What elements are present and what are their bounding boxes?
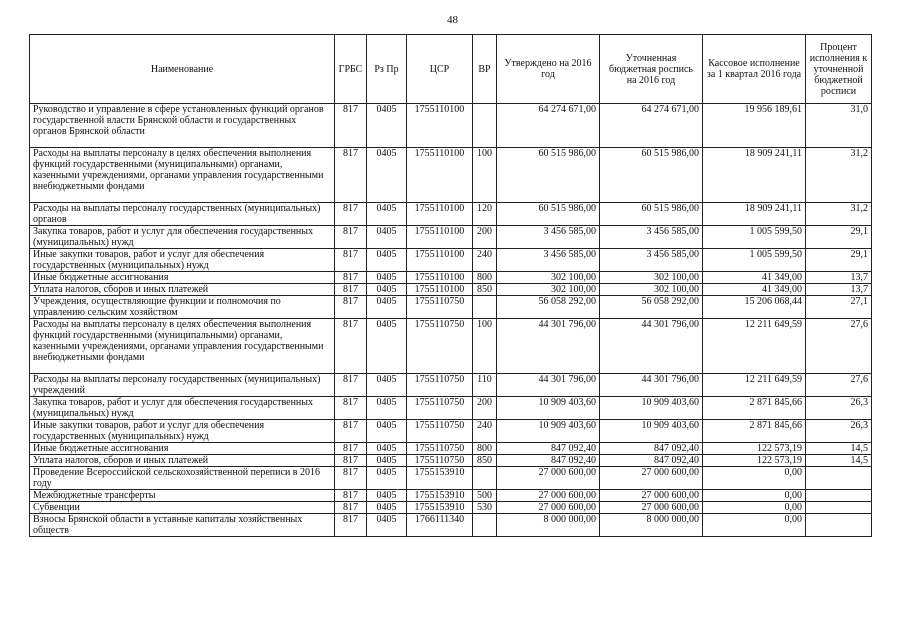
cell-cash: 41 349,00 [703,272,806,284]
cell-grbs: 817 [335,148,367,203]
cell-name: Взносы Брянской области в уставные капиталы хозяйственных обществ [30,514,335,537]
cell-grbs: 817 [335,296,367,319]
cell-name: Расходы на выплаты персоналу государственных (муниципальных) учреждений [30,374,335,397]
cell-cash: 1 005 599,50 [703,226,806,249]
cell-cash: 2 871 845,66 [703,420,806,443]
cell-name: Уплата налогов, сборов и иных платежей [30,455,335,467]
table-row [30,502,872,514]
cell-rzpr: 0405 [367,455,407,467]
cell-approved: 3 456 585,00 [497,249,600,272]
cell-rzpr: 0405 [367,420,407,443]
table-row [30,104,872,148]
cell-refined: 27 000 600,00 [600,490,703,502]
cell-percent: 27,6 [806,374,872,397]
cell-grbs: 817 [335,397,367,420]
header-cash: Кассовое исполнение за 1 квартал 2016 года [703,35,806,104]
header-rzpr: Рз Пр [367,35,407,104]
header-csr: ЦСР [407,35,473,104]
cell-approved: 64 274 671,00 [497,104,600,148]
cell-approved: 27 000 600,00 [497,490,600,502]
cell-percent: 31,0 [806,104,872,148]
table-body [30,104,872,537]
cell-rzpr: 0405 [367,226,407,249]
cell-cash: 2 871 845,66 [703,397,806,420]
cell-refined: 27 000 600,00 [600,502,703,514]
cell-cash: 18 909 241,11 [703,203,806,226]
cell-vr: 100 [473,148,497,203]
cell-cash: 122 573,19 [703,455,806,467]
cell-refined: 10 909 403,60 [600,397,703,420]
cell-grbs: 817 [335,514,367,537]
cell-cash: 41 349,00 [703,284,806,296]
cell-percent: 14,5 [806,443,872,455]
cell-percent [806,490,872,502]
cell-rzpr: 0405 [367,249,407,272]
cell-vr: 500 [473,490,497,502]
cell-rzpr: 0405 [367,443,407,455]
cell-percent [806,502,872,514]
table-row [30,514,872,537]
cell-approved: 847 092,40 [497,443,600,455]
cell-vr: 120 [473,203,497,226]
cell-grbs: 817 [335,455,367,467]
table-row [30,203,872,226]
cell-name: Уплата налогов, сборов и иных платежей [30,284,335,296]
cell-grbs: 817 [335,502,367,514]
cell-csr: 1755110100 [407,272,473,284]
cell-name: Иные бюджетные ассигнования [30,272,335,284]
cell-vr: 100 [473,319,497,374]
cell-percent: 26,3 [806,420,872,443]
cell-grbs: 817 [335,319,367,374]
cell-vr: 800 [473,272,497,284]
cell-refined: 60 515 986,00 [600,203,703,226]
cell-vr: 800 [473,443,497,455]
cell-refined: 27 000 600,00 [600,467,703,490]
cell-cash: 1 005 599,50 [703,249,806,272]
cell-csr: 1755110100 [407,148,473,203]
cell-refined: 44 301 796,00 [600,374,703,397]
cell-name: Межбюджетные трансферты [30,490,335,502]
cell-vr: 110 [473,374,497,397]
cell-grbs: 817 [335,272,367,284]
cell-refined: 847 092,40 [600,455,703,467]
cell-refined: 10 909 403,60 [600,420,703,443]
cell-rzpr: 0405 [367,296,407,319]
cell-cash: 15 206 068,44 [703,296,806,319]
cell-percent [806,467,872,490]
table-row [30,226,872,249]
cell-vr [473,467,497,490]
cell-refined: 3 456 585,00 [600,226,703,249]
budget-table [29,34,872,537]
header-refined: Уточненная бюджетная роспись на 2016 год [600,35,703,104]
cell-refined: 64 274 671,00 [600,104,703,148]
cell-cash: 0,00 [703,490,806,502]
cell-csr: 1755110750 [407,420,473,443]
cell-rzpr: 0405 [367,374,407,397]
table-row [30,397,872,420]
cell-rzpr: 0405 [367,319,407,374]
cell-refined: 60 515 986,00 [600,148,703,203]
cell-rzpr: 0405 [367,104,407,148]
cell-rzpr: 0405 [367,284,407,296]
table-row [30,296,872,319]
cell-name: Закупка товаров, работ и услуг для обеспечения государственных (муниципальных) нужд [30,397,335,420]
cell-refined: 3 456 585,00 [600,249,703,272]
cell-percent: 13,7 [806,272,872,284]
table-row [30,420,872,443]
table-row [30,249,872,272]
header-percent: Процент исполнения к уточненной бюджетной росписи [806,35,872,104]
cell-vr: 200 [473,397,497,420]
cell-percent: 31,2 [806,148,872,203]
cell-grbs: 817 [335,443,367,455]
cell-cash: 0,00 [703,502,806,514]
cell-name: Иные закупки товаров, работ и услуг для обеспечения государственных (муниципальных) нужд [30,249,335,272]
cell-cash: 0,00 [703,467,806,490]
cell-percent: 31,2 [806,203,872,226]
cell-rzpr: 0405 [367,490,407,502]
cell-name: Руководство и управление в сфере установленных функций органов государственной власти Брянской области и государственных органов Брянской области [30,104,335,148]
table-row [30,319,872,374]
cell-name: Учреждения, осуществляющие функции и полномочия по управлению сельским хозяйством [30,296,335,319]
table-row [30,284,872,296]
cell-grbs: 817 [335,104,367,148]
cell-approved: 8 000 000,00 [497,514,600,537]
cell-percent: 29,1 [806,249,872,272]
cell-percent [806,514,872,537]
cell-percent: 29,1 [806,226,872,249]
cell-approved: 3 456 585,00 [497,226,600,249]
cell-refined: 44 301 796,00 [600,319,703,374]
cell-grbs: 817 [335,420,367,443]
cell-vr: 200 [473,226,497,249]
cell-rzpr: 0405 [367,203,407,226]
cell-vr [473,514,497,537]
cell-cash: 122 573,19 [703,443,806,455]
header-name: Наименование [30,35,335,104]
cell-percent: 26,3 [806,397,872,420]
cell-name: Расходы на выплаты персоналу в целях обеспечения выполнения функций государственными (муниципальными) органами, казенными учреждениями, органами управления государственными внебюджетными фондами [30,148,335,203]
page-number: 48 [447,14,458,26]
cell-grbs: 817 [335,203,367,226]
cell-approved: 44 301 796,00 [497,319,600,374]
cell-csr: 1755110100 [407,226,473,249]
cell-approved: 60 515 986,00 [497,148,600,203]
cell-percent: 27,6 [806,319,872,374]
cell-csr: 1755110750 [407,319,473,374]
cell-grbs: 817 [335,284,367,296]
cell-csr: 1755110750 [407,374,473,397]
table-row [30,467,872,490]
cell-refined: 8 000 000,00 [600,514,703,537]
cell-approved: 60 515 986,00 [497,203,600,226]
cell-vr: 240 [473,249,497,272]
cell-name: Субвенции [30,502,335,514]
cell-approved: 27 000 600,00 [497,502,600,514]
cell-cash: 18 909 241,11 [703,148,806,203]
cell-grbs: 817 [335,226,367,249]
header-grbs: ГРБС [335,35,367,104]
cell-refined: 302 100,00 [600,284,703,296]
table-row [30,443,872,455]
cell-approved: 302 100,00 [497,272,600,284]
cell-name: Иные бюджетные ассигнования [30,443,335,455]
cell-vr: 850 [473,284,497,296]
cell-csr: 1755153910 [407,490,473,502]
cell-cash: 0,00 [703,514,806,537]
cell-name: Расходы на выплаты персоналу государственных (муниципальных) органов [30,203,335,226]
cell-vr: 240 [473,420,497,443]
cell-refined: 847 092,40 [600,443,703,455]
table-row [30,374,872,397]
header-approved: Утверждено на 2016 год [497,35,600,104]
cell-csr: 1755110100 [407,104,473,148]
cell-csr: 1755153910 [407,502,473,514]
cell-csr: 1755153910 [407,467,473,490]
cell-name: Иные закупки товаров, работ и услуг для обеспечения государственных (муниципальных) нужд [30,420,335,443]
cell-rzpr: 0405 [367,148,407,203]
table-row [30,455,872,467]
table-row [30,490,872,502]
table-header-row [30,35,872,104]
cell-grbs: 817 [335,467,367,490]
cell-vr: 530 [473,502,497,514]
cell-name: Проведение Всероссийской сельскохозяйственной переписи в 2016 году [30,467,335,490]
cell-csr: 1755110100 [407,284,473,296]
cell-approved: 847 092,40 [497,455,600,467]
cell-rzpr: 0405 [367,514,407,537]
cell-percent: 14,5 [806,455,872,467]
cell-refined: 302 100,00 [600,272,703,284]
cell-cash: 19 956 189,61 [703,104,806,148]
cell-grbs: 817 [335,490,367,502]
cell-cash: 12 211 649,59 [703,319,806,374]
cell-approved: 44 301 796,00 [497,374,600,397]
cell-csr: 1755110100 [407,249,473,272]
cell-cash: 12 211 649,59 [703,374,806,397]
cell-rzpr: 0405 [367,502,407,514]
cell-rzpr: 0405 [367,397,407,420]
cell-csr: 1755110750 [407,296,473,319]
cell-vr [473,104,497,148]
cell-csr: 1755110750 [407,443,473,455]
cell-approved: 10 909 403,60 [497,420,600,443]
cell-name: Закупка товаров, работ и услуг для обеспечения государственных (муниципальных) нужд [30,226,335,249]
cell-approved: 27 000 600,00 [497,467,600,490]
table-row [30,148,872,203]
cell-percent: 27,1 [806,296,872,319]
cell-name: Расходы на выплаты персоналу в целях обеспечения выполнения функций государственными (муниципальными) органами, казенными учреждениями, органами управления государственными внебюджетными фондами [30,319,335,374]
cell-csr: 1755110750 [407,455,473,467]
cell-approved: 10 909 403,60 [497,397,600,420]
cell-grbs: 817 [335,374,367,397]
cell-approved: 56 058 292,00 [497,296,600,319]
cell-grbs: 817 [335,249,367,272]
cell-rzpr: 0405 [367,272,407,284]
table-row [30,272,872,284]
cell-vr [473,296,497,319]
cell-csr: 1755110100 [407,203,473,226]
cell-rzpr: 0405 [367,467,407,490]
cell-percent: 13,7 [806,284,872,296]
cell-approved: 302 100,00 [497,284,600,296]
cell-vr: 850 [473,455,497,467]
cell-refined: 56 058 292,00 [600,296,703,319]
cell-csr: 1766111340 [407,514,473,537]
header-vr: ВР [473,35,497,104]
cell-csr: 1755110750 [407,397,473,420]
